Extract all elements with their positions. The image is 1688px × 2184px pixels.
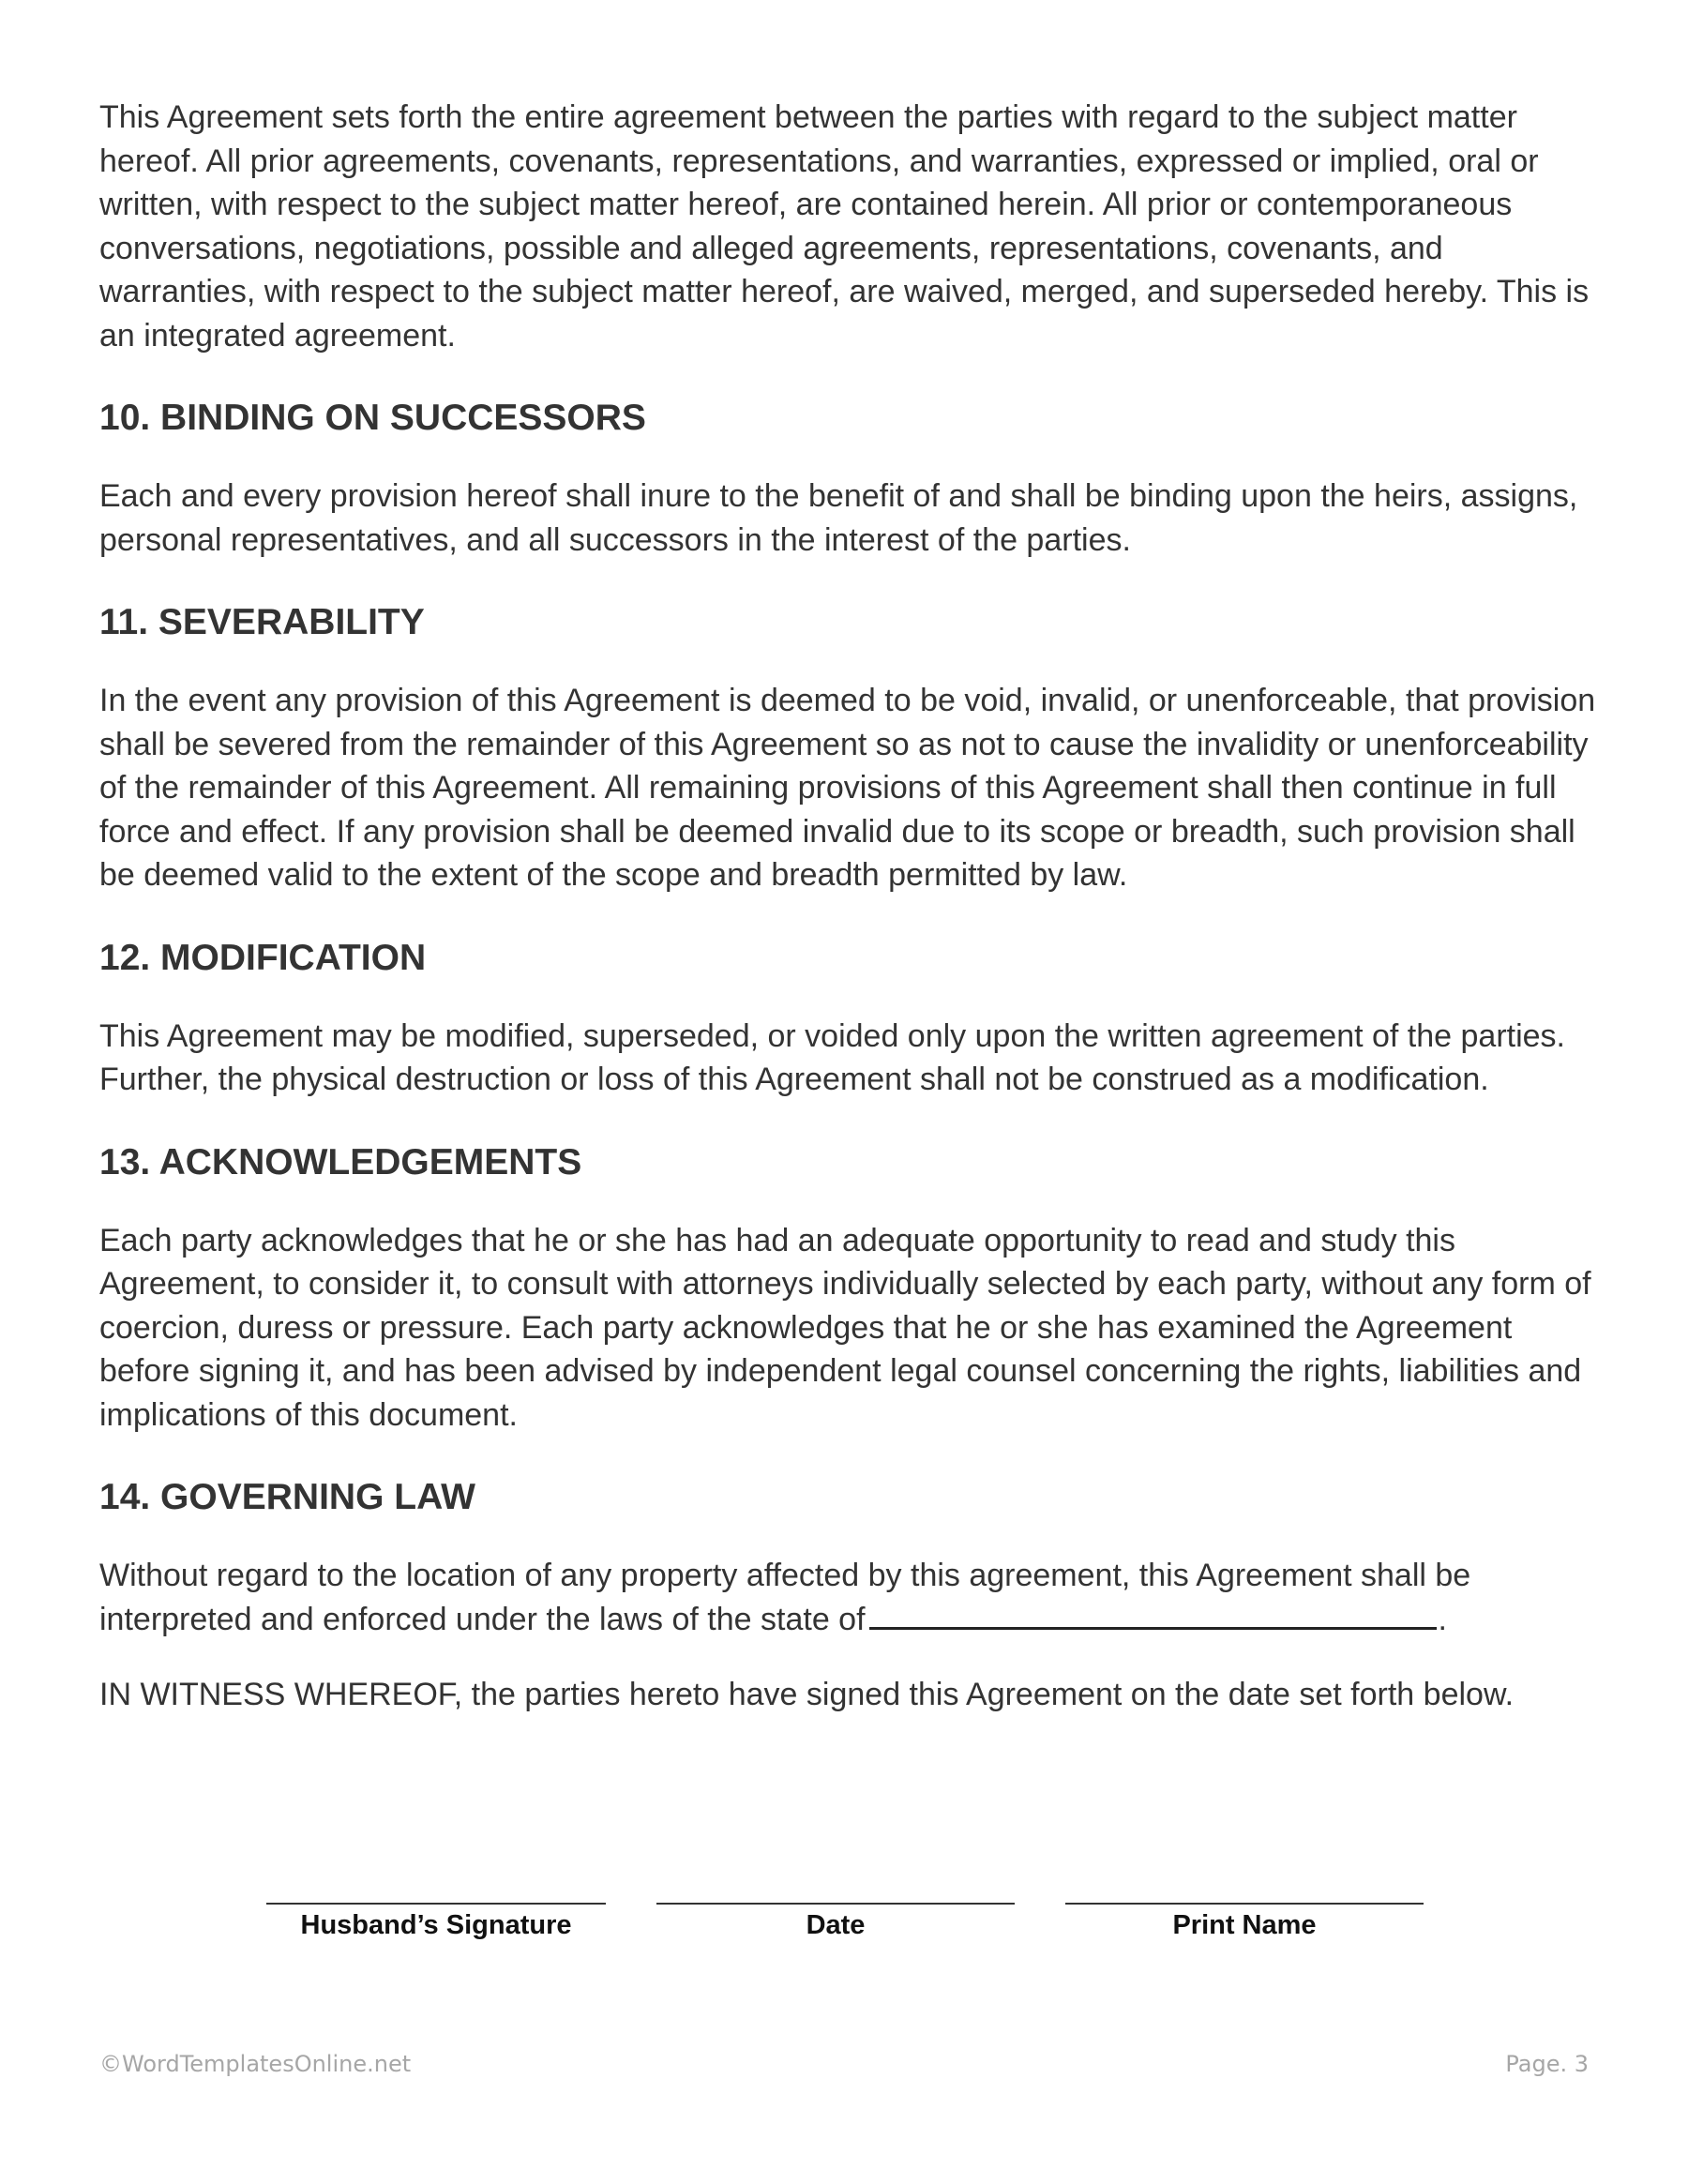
section-heading-severability: 11. SEVERABILITY [99,602,425,642]
section-heading-modification: 12. MODIFICATION [99,937,427,978]
print-name-line[interactable] [1065,1903,1424,1905]
section-body-governing-law [99,1554,1600,1641]
section-body-binding-on-successors: Each and every provision hereof shall inure to the benefit of and shall be binding upon the heirs, assigns, personal representatives, and all successors in the interest of the parties. [99,478,1578,558]
husband-signature-line[interactable] [266,1903,606,1905]
section-body-acknowledgements: Each party acknowledges that he or she has had an adequate opportunity to read and study this Agreement, to consider it, to consult with attorneys individually selected by each party, without any form of coercion, duress or pressure. Each party acknowledges that he or she has examined the Agreement before signing it, and has been advised by independent legal counsel concerning the rights, liabilities and implications of this document. [99,1222,1591,1433]
print-name-label: Print Name [1172,1910,1317,1940]
governing-law-text: Without regard to the location of any property affected by this agreement, this Agreement shall be interpreted and enforced under the laws of the state of [99,1558,1471,1637]
section-body-severability: In the event any provision of this Agreement is deemed to be void, invalid, or unenforceable, that provision shall be severed from the remainder of this Agreement so as not to cause the invalidity or unenforceability of the remainder of this Agreement. All remaining provisions of this Agreement shall then continue in full force and effect. If any provision shall be deemed invalid due to its scope or breadth, such provision shall be deemed valid to the extent of the scope and breadth permitted by law. [99,683,1596,893]
date-line[interactable] [656,1903,1015,1905]
intro-paragraph: This Agreement sets forth the entire agreement between the parties with regard to the subject matter hereof. All prior agreements, covenants, representations, and warranties, expressed or implied, oral or written, with respect to the subject matter hereof, are contained herein. All prior or contemporaneous conversations, negotiations, possible and alleged agreements, representations, covenants, and warranties, with respect to the subject matter hereof, are waived, merged, and superseded hereby. This is an integrated agreement. [99,99,1590,354]
document-body [99,96,1600,1717]
section-heading-governing-law: 14. GOVERNING LAW [99,1477,475,1517]
witness-statement: IN WITNESS WHEREOF, the parties hereto have signed this Agreement on the date set forth below. [99,1677,1515,1712]
footer-copyright: ©WordTemplatesOnline.net [99,2051,412,2077]
section-heading-binding-on-successors: 10. BINDING ON SUCCESSORS [99,398,646,438]
print-name-block [1065,1903,1424,1941]
state-blank-line[interactable] [869,1599,1437,1630]
section-body-modification: This Agreement may be modified, superseded, or voided only upon the written agreement of the parties. Further, the physical destruction or loss of this Agreement shall not be construed as a modification. [99,1017,1566,1097]
section-heading-acknowledgements: 13. ACKNOWLEDGEMENTS [99,1141,582,1182]
footer-page-number: Page. 3 [1505,2051,1589,2077]
date-signature-block [656,1903,1015,1941]
husband-signature-label: Husband’s Signature [300,1910,572,1940]
governing-law-period: . [1438,1601,1447,1637]
date-label: Date [806,1910,866,1940]
husband-signature-block [266,1903,606,1941]
